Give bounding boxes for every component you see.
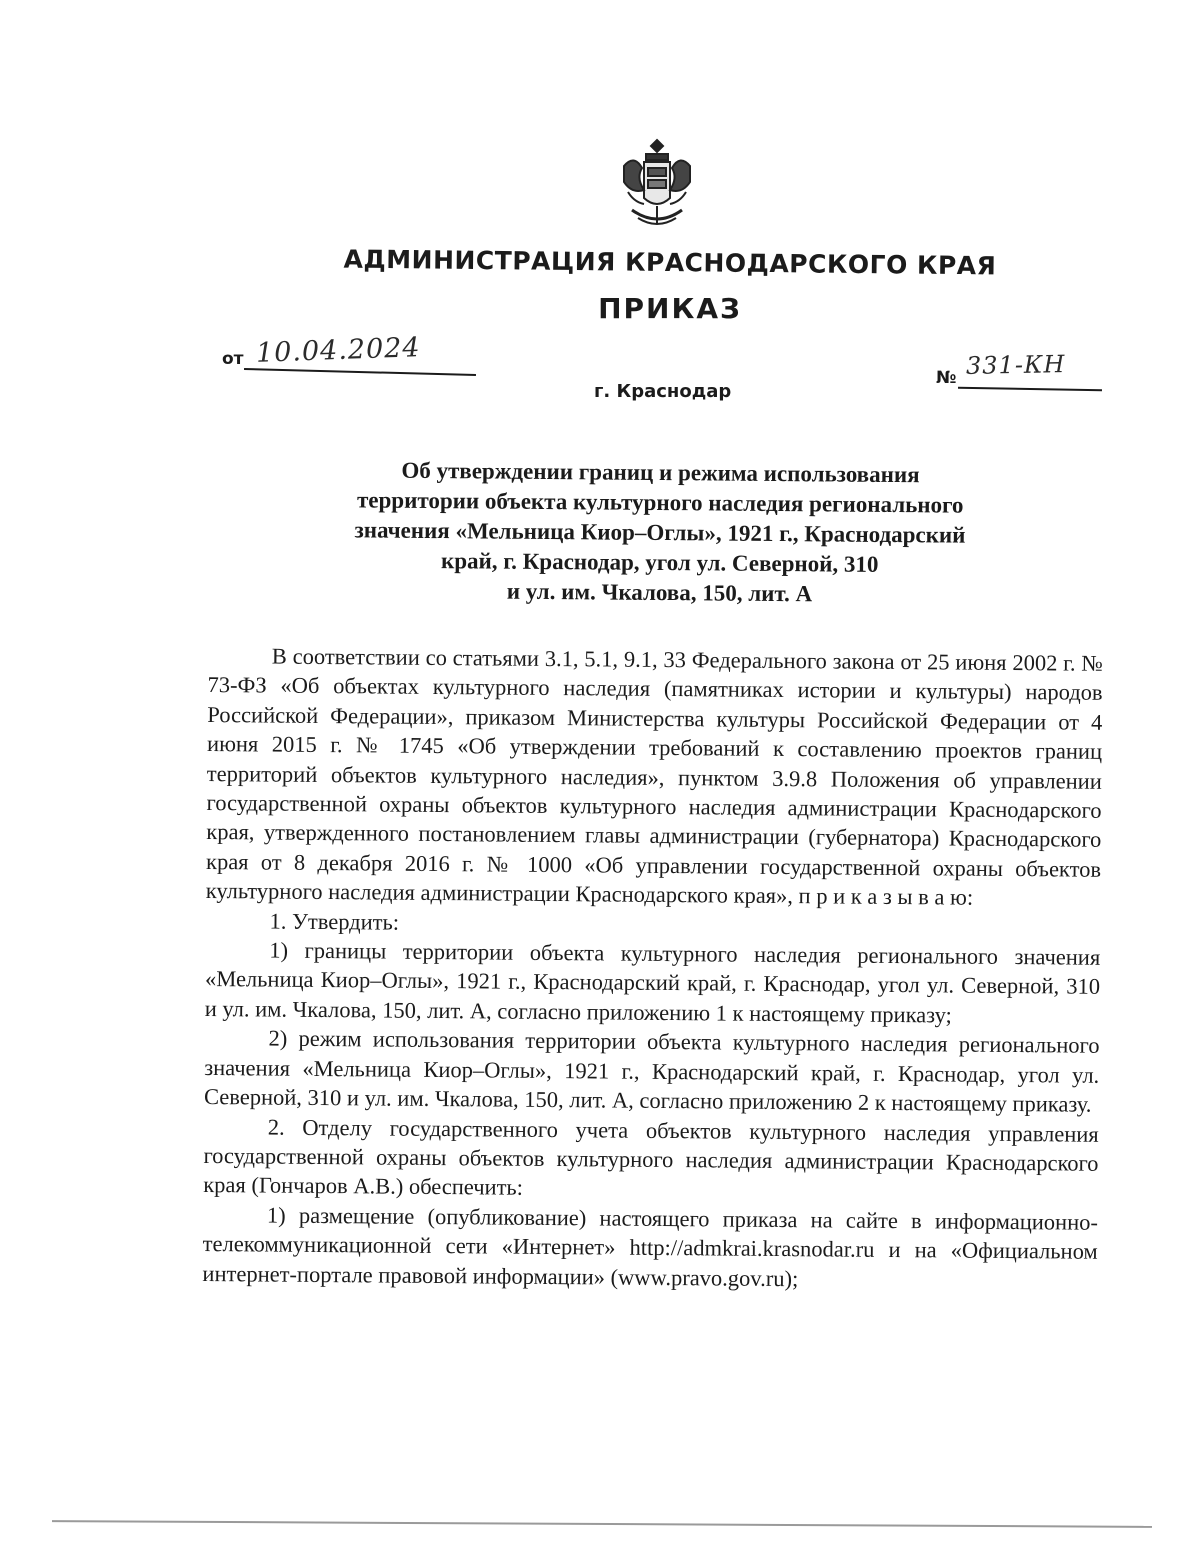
title-line: Об утверждении границ и режима использования [401, 457, 920, 488]
number-value: 331-КН [965, 350, 1066, 380]
clause-1-item-2: 2) режим использования территории объекта культурного наследия регионального значения «Мельница Киор–Оглы», 1921 г., Краснодарский край, г. Краснодар, угол ул. Северной, 310 и ул. им. Чкалова, 150, лит. А, согласно приложению 2 к настоящему приказу. [203, 1025, 1100, 1117]
number-label: № [936, 368, 957, 388]
title-line: значения «Мельница Киор–Оглы», 1921 г., Краснодарский [354, 517, 966, 548]
date-underline [244, 368, 476, 376]
clause-1: 1. Утвердить: [269, 908, 400, 935]
document-title [259, 455, 1060, 612]
coat-of-arms-emblem [618, 136, 696, 232]
preamble-paragraph: В соответствии со статьями 3.1, 5.1, 9.1, 33 Федерального закона от 25 июня 2002 г. № 73-ФЗ «Об объектах культурного наследия (памятниках истории и культуры) народов Российской Федерации», приказом Министерства культуры Российской Федерации от 4 июня 2015 г. № 1745 «Об утверждении требований к составлению проектов границ территорий объектов культурного наследия», пунктом 3.9.8 Положения об управлении государственной охраны объектов культурного наследия администрации Краснодарского края, утвержденного постановлением главы администрации (губернатора) Краснодарского края от 8 декабря 2016 г. № 1000 «Об управлении государственной охраны объектов культурного наследия администрации Краснодарского края», п р и к а з ы в а ю: [205, 643, 1103, 910]
clause-2-item-1: 1) размещение (опубликование) настоящего приказа на сайте в информационно-телекоммуникационной сети «Интернет» http://admkrai.krasnodar.ru и на «Официальном интернет-портале правовой информации» (www.pravo.gov.ru); [202, 1202, 1099, 1291]
city-label: г. Краснодар [594, 381, 732, 402]
title-line: и ул. им. Чкалова, 150, лит. А [506, 578, 813, 607]
number-underline [958, 387, 1102, 392]
date-label: от [222, 349, 244, 369]
title-line: территории объекта культурного наследия регионального [356, 487, 964, 518]
clause-2: 2. Отделу государственного учета объектов культурного наследия управления государственной охраны объектов культурного наследия администрации Краснодарского края (Гончаров А.В.) обеспечить: [203, 1114, 1099, 1201]
document-body [202, 641, 1103, 1296]
document-type: ПРИКАЗ [598, 292, 742, 325]
clause-1-item-1: 1) границы территории объекта культурного наследия регионального значения «Мельница Киор–Оглы», 1921 г., Краснодарский край, г. Краснодар, угол ул. Северной, 310 и ул. им. Чкалова, 150, лит. А, согласно приложению 1 к настоящему приказу; [204, 937, 1101, 1028]
organization-name: АДМИНИСТРАЦИЯ КРАСНОДАРСКОГО КРАЯ [343, 244, 997, 281]
scan-edge-line [52, 1520, 1152, 1528]
date-value: 10.04.2024 [255, 332, 422, 369]
title-line: край, г. Краснодар, угол ул. Северной, 310 [440, 548, 879, 577]
